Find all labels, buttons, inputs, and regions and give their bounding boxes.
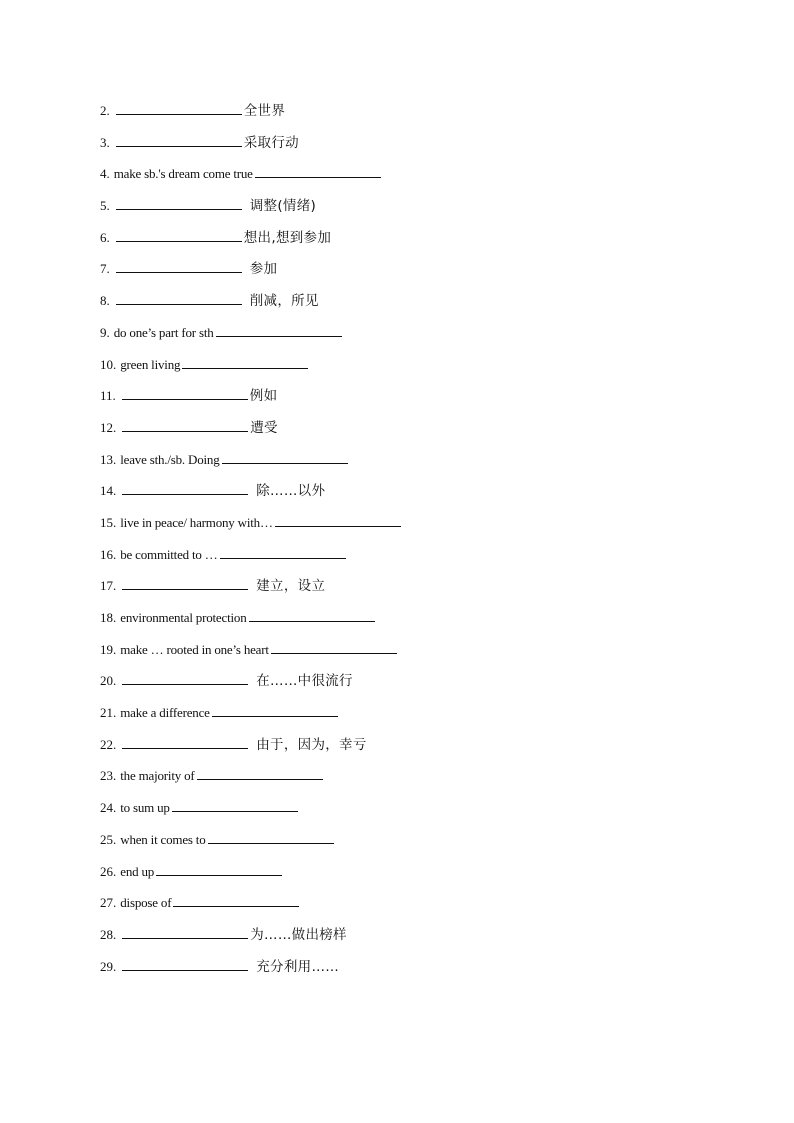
list-item xyxy=(100,892,740,924)
item-number: 14. xyxy=(100,483,117,499)
answer-blank[interactable] xyxy=(122,924,248,939)
answer-blank[interactable] xyxy=(122,385,248,400)
item-number: 3. xyxy=(100,134,110,150)
list-item xyxy=(100,322,740,354)
item-number: 16. xyxy=(100,546,117,562)
english-prompt: to sum up xyxy=(120,800,170,816)
item-number: 21. xyxy=(100,705,117,721)
list-item xyxy=(100,734,740,766)
item-number: 8. xyxy=(100,293,110,309)
english-prompt: leave sth./sb. Doing xyxy=(120,451,220,467)
english-prompt: dispose of xyxy=(120,895,172,911)
list-item xyxy=(100,924,740,956)
answer-blank[interactable] xyxy=(122,956,248,971)
list-item xyxy=(100,861,740,893)
item-number: 5. xyxy=(100,198,110,214)
item-number: 28. xyxy=(100,926,117,942)
item-number: 6. xyxy=(100,229,110,245)
chinese-prompt: 调整(情绪) xyxy=(249,198,317,215)
answer-blank[interactable] xyxy=(173,892,299,907)
chinese-prompt: 在……中很流行 xyxy=(256,673,353,690)
chinese-prompt: 采取行动 xyxy=(243,134,299,151)
answer-blank[interactable] xyxy=(116,100,242,115)
list-item xyxy=(100,797,740,829)
chinese-prompt: 参加 xyxy=(249,261,278,278)
answer-blank[interactable] xyxy=(222,449,348,464)
list-item xyxy=(100,702,740,734)
item-number: 20. xyxy=(100,673,117,689)
answer-blank[interactable] xyxy=(172,797,298,812)
list-item xyxy=(100,258,740,290)
list-item xyxy=(100,227,740,259)
answer-blank[interactable] xyxy=(122,734,248,749)
english-prompt: be committed to … xyxy=(120,546,218,562)
list-item xyxy=(100,639,740,671)
list-item xyxy=(100,417,740,449)
answer-blank[interactable] xyxy=(122,480,248,495)
answer-blank[interactable] xyxy=(271,639,397,654)
answer-blank[interactable] xyxy=(116,258,242,273)
answer-blank[interactable] xyxy=(208,829,334,844)
english-prompt: end up xyxy=(120,863,155,879)
item-number: 12. xyxy=(100,419,117,435)
list-item xyxy=(100,354,740,386)
list-item xyxy=(100,670,740,702)
answer-blank[interactable] xyxy=(116,195,242,210)
list-item xyxy=(100,575,740,607)
list-item xyxy=(100,607,740,639)
answer-blank[interactable] xyxy=(116,227,242,242)
list-item xyxy=(100,829,740,861)
answer-blank[interactable] xyxy=(212,702,338,717)
english-prompt: make a difference xyxy=(120,705,210,721)
item-number: 29. xyxy=(100,958,117,974)
english-prompt: do one’s part for sth xyxy=(113,324,214,340)
item-number: 24. xyxy=(100,800,117,816)
item-number: 2. xyxy=(100,103,110,118)
item-number: 7. xyxy=(100,261,110,277)
answer-blank[interactable] xyxy=(220,544,346,559)
item-number: 18. xyxy=(100,610,117,625)
english-prompt: make … rooted in one’s heart xyxy=(120,641,269,657)
chinese-prompt: 由于，因为，幸亏 xyxy=(256,736,367,753)
chinese-prompt: 全世界 xyxy=(243,103,286,119)
english-prompt: green living xyxy=(120,356,181,372)
answer-blank[interactable] xyxy=(275,512,401,527)
english-prompt: environmental protection xyxy=(120,610,247,625)
answer-blank[interactable] xyxy=(122,417,248,432)
item-number: 13. xyxy=(100,451,117,467)
english-prompt: make sb.'s dream come true xyxy=(113,166,253,182)
list-item xyxy=(100,132,740,164)
item-number: 26. xyxy=(100,863,117,879)
answer-blank[interactable] xyxy=(156,861,282,876)
chinese-prompt: 为……做出榜样 xyxy=(250,926,347,943)
english-prompt: live in peace/ harmony with… xyxy=(120,514,273,530)
vocabulary-list xyxy=(100,100,740,987)
list-item xyxy=(100,512,740,544)
answer-blank[interactable] xyxy=(122,670,248,685)
list-item xyxy=(100,544,740,576)
answer-blank[interactable] xyxy=(197,765,323,780)
answer-blank[interactable] xyxy=(182,354,308,369)
chinese-prompt: 削减，所见 xyxy=(249,293,319,310)
chinese-prompt: 建立，设立 xyxy=(256,578,326,595)
chinese-prompt: 遭受 xyxy=(250,419,278,436)
answer-blank[interactable] xyxy=(216,322,342,337)
list-item xyxy=(100,480,740,512)
chinese-prompt: 除……以外 xyxy=(256,483,326,500)
english-prompt: the majority of xyxy=(120,768,195,784)
list-item xyxy=(100,163,740,195)
answer-blank[interactable] xyxy=(255,163,381,178)
list-item xyxy=(100,956,740,988)
chinese-prompt: 例如 xyxy=(249,388,278,405)
item-number: 22. xyxy=(100,736,117,752)
answer-blank[interactable] xyxy=(122,575,248,590)
item-number: 11. xyxy=(100,388,116,404)
item-number: 15. xyxy=(100,514,117,530)
chinese-prompt: 想出,想到参加 xyxy=(243,229,332,246)
answer-blank[interactable] xyxy=(116,132,242,147)
item-number: 23. xyxy=(100,768,117,784)
item-number: 17. xyxy=(100,578,117,594)
list-item xyxy=(100,385,740,417)
item-number: 10. xyxy=(100,356,117,372)
list-item xyxy=(100,195,740,227)
item-number: 9. xyxy=(100,324,110,340)
item-number: 27. xyxy=(100,895,117,911)
list-item xyxy=(100,449,740,481)
answer-blank[interactable] xyxy=(116,290,242,305)
english-prompt: when it comes to xyxy=(120,831,206,847)
list-item xyxy=(100,765,740,797)
item-number: 4. xyxy=(100,166,110,182)
list-item xyxy=(100,100,740,132)
chinese-prompt: 充分利用…… xyxy=(256,958,340,975)
answer-blank[interactable] xyxy=(249,607,375,622)
item-number: 19. xyxy=(100,641,117,657)
item-number: 25. xyxy=(100,831,117,847)
list-item xyxy=(100,290,740,322)
